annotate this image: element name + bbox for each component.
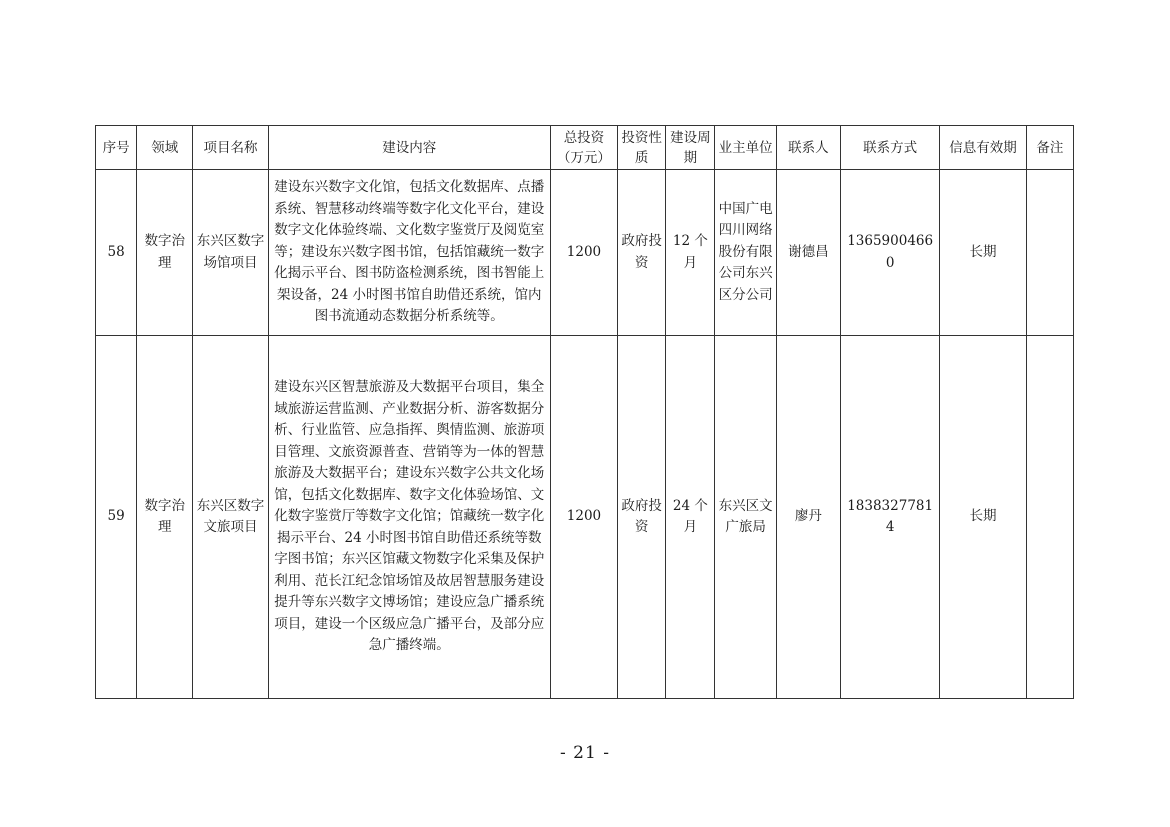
header-investment: 总投资（万元） [550,126,617,170]
page-number: - 21 - [560,743,610,763]
cell-investment: 1200 [550,170,617,336]
cell-contact: 廖丹 [776,336,840,699]
header-row [96,126,1074,170]
cell-nature: 政府投资 [618,336,666,699]
cell-validity: 长期 [940,336,1026,699]
cell-no: 59 [96,336,137,699]
header-owner: 业主单位 [715,126,776,170]
header-phone: 联系方式 [840,126,939,170]
cell-period: 24 个月 [666,336,715,699]
project-table [95,125,1074,699]
header-period: 建设周期 [666,126,715,170]
cell-no: 58 [96,170,137,336]
header-name: 项目名称 [193,126,268,170]
cell-remark [1026,336,1073,699]
cell-remark [1026,170,1073,336]
header-content: 建设内容 [268,126,550,170]
cell-name: 东兴区数字场馆项目 [193,170,268,336]
header-no: 序号 [96,126,137,170]
cell-field: 数字治理 [137,170,193,336]
cell-content: 建设东兴区智慧旅游及大数据平台项目，集全域旅游运营监测、产业数据分析、游客数据分析、行业监管、应急指挥、舆情监测、旅游项目管理、文旅资源普查、营销等为一体的智慧旅游及大数据平台；建设东兴数字公共文化场馆，包括文化数据库、数字文化体验场馆、文化数字鉴赏厅等数字文化馆；馆藏统一数字化揭示平台、24 小时图书馆自助借还系统等数字图书馆；东兴区馆藏文物数字化采集及保护利用、范长江纪念馆场馆及故居智慧服务建设提升等东兴数字文博场馆；建设应急广播系统项目，建设一个区级应急广播平台，及部分应急广播终端。 [268,336,550,699]
table-row [96,336,1074,699]
cell-nature: 政府投资 [618,170,666,336]
cell-period: 12 个月 [666,170,715,336]
cell-investment: 1200 [550,336,617,699]
cell-field: 数字治理 [137,336,193,699]
header-validity: 信息有效期 [940,126,1026,170]
cell-phone: 18383277814 [840,336,939,699]
header-field: 领域 [137,126,193,170]
header-remark: 备注 [1026,126,1073,170]
cell-owner: 东兴区文广旅局 [715,336,776,699]
table-row [96,170,1074,336]
header-contact: 联系人 [776,126,840,170]
cell-content: 建设东兴数字文化馆，包括文化数据库、点播系统、智慧移动终端等数字化文化平台，建设数字文化体验终端、文化数字鉴赏厅及阅览室等；建设东兴数字图书馆，包括馆藏统一数字化揭示平台、图书防盗检测系统，图书智能上架设备，24 小时图书馆自助借还系统，馆内图书流通动态数据分析系统等。 [268,170,550,336]
header-nature: 投资性质 [618,126,666,170]
cell-phone: 13659004660 [840,170,939,336]
cell-contact: 谢德昌 [776,170,840,336]
cell-name: 东兴区数字文旅项目 [193,336,268,699]
cell-validity: 长期 [940,170,1026,336]
cell-owner: 中国广电四川网络股份有限公司东兴区分公司 [715,170,776,336]
